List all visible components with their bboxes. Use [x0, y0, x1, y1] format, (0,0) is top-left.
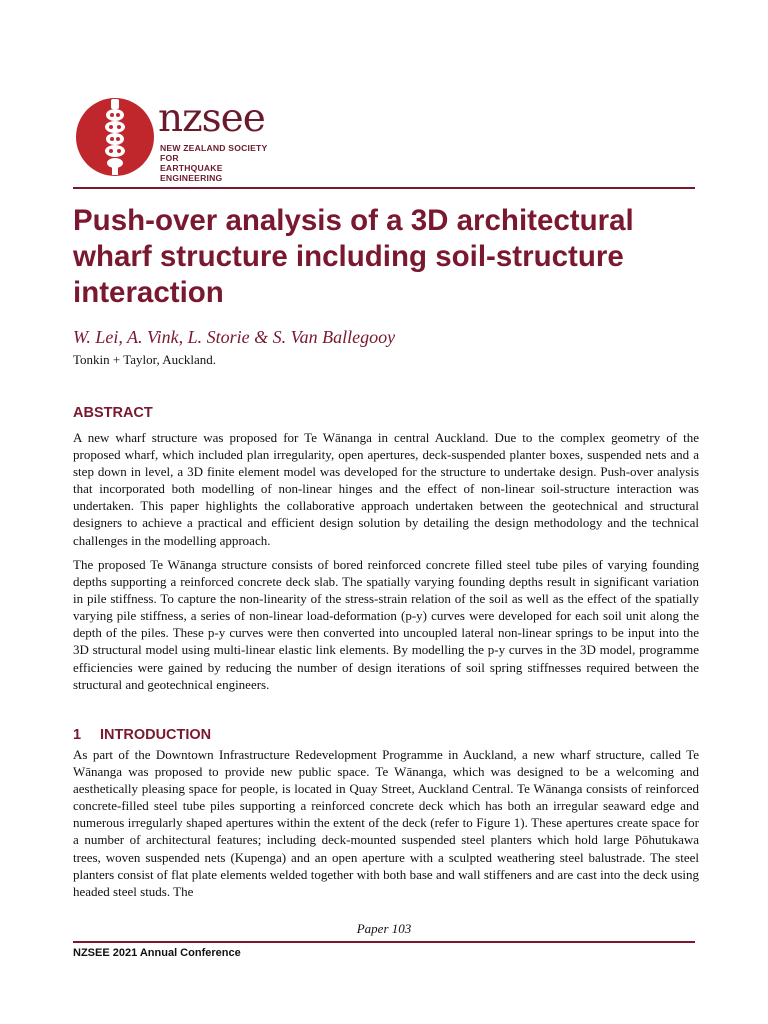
conference-name: NZSEE 2021 Annual Conference	[73, 947, 241, 959]
header-divider	[73, 187, 695, 189]
abstract-paragraph-1: A new wharf structure was proposed for Te Wānanga in central Auckland. Due to the complex geometry of the proposed wharf, which included plan irregularity, open apertures, deck-suspended planter boxes, suspended nets and a step down in level, a 3D finite element model was developed for the structure to undertake design. Push-over analysis that incorporated both modelling of non-linear hinges and the effect of non-linear soil-structure interaction was undertaken. This paper highlights the collaborative approach undertaken between the geotechnical and structural designers to achieve a practical and efficient design solution by detailing the design methodology and the technical challenges in the modelling approach.	[73, 430, 699, 548]
nzsee-logo	[75, 96, 285, 183]
footer-divider	[73, 941, 695, 943]
section-number: 1	[73, 727, 82, 743]
paper-title: Push-over analysis of a 3D architectural wharf structure including soil-structure interaction	[73, 204, 634, 309]
pou-emblem-icon	[75, 97, 155, 177]
introduction-heading	[73, 727, 211, 743]
affiliation: Tonkin + Taylor, Auckland.	[73, 352, 217, 367]
abstract-heading: ABSTRACT	[73, 405, 153, 421]
introduction-paragraph: As part of the Downtown Infrastructure Redevelopment Programme in Auckland, a new wharf structure, called Te Wānanga was proposed to provide new public space. Te Wānanga, which was designed to be a welcoming and aesthetically pleasing space for people, is located in Quay Street, Auckland Central. Te Wānanga consists of reinforced concrete-filled steel tube piles supporting a reinforced concrete deck which has both an irregular seaward edge and numerous irregularly shaped apertures within the extent of the deck (refer to Figure 1). These apertures create space for a number of architectural features; including deck-mounted suspended steel planters which hold large Pōhutukawa trees, woven suspended nets (Kupenga) and an open aperture with a sculpted weathering steel balustrade. The steel planters consist of flat plate elements welded together with both base and wall stiffeners and are cast into the deck using headed steel studs. The	[73, 747, 699, 899]
logo-wordmark: nzsee	[158, 96, 265, 141]
section-title: INTRODUCTION	[100, 727, 212, 743]
logo-org-name	[160, 143, 285, 183]
paper-number: Paper 103	[356, 921, 412, 936]
logo-org-line-2: EARTHQUAKE ENGINEERING	[160, 163, 223, 183]
abstract-paragraph-2: The proposed Te Wānanga structure consists of bored reinforced concrete filled steel tube piles of varying founding depths supporting a reinforced concrete deck slab. The spatially varying founding depths result in significant variation in pile stiffness. To capture the non-linearity of the stress-strain relation of the soil as well as the effect of the spatially varying pile stiffness, a series of non-linear load-deformation (p-y) curves were developed for each soil unit along the depth of the piles. These p-y curves were then converted into uncoupled lateral non-linear springs to be input into the 3D structural model using multi-linear elastic link elements. By modelling the p-y curves in the 3D model, programme efficiencies were gained by reducing the number of design iterations of soil spring stiffnesses required between the structural and geotechnical engineers.	[73, 557, 699, 692]
logo-org-line-1: NEW ZEALAND SOCIETY FOR	[160, 143, 268, 163]
author-list: W. Lei, A. Vink, L. Storie & S. Van Ballegooy	[73, 327, 396, 347]
